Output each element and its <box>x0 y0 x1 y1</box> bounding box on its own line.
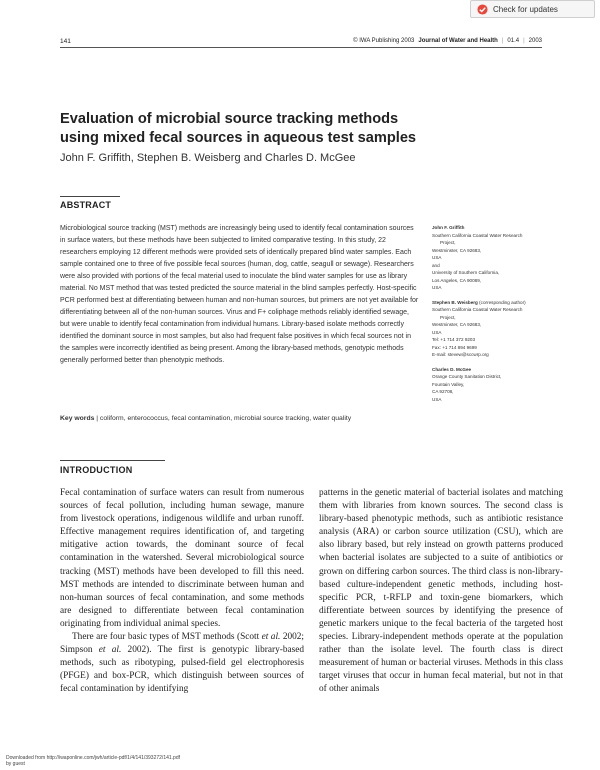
author-1-name: John F. Griffith <box>432 225 465 230</box>
author-2-fax: Fax: +1 714 894 9699 <box>432 344 477 350</box>
header-rule <box>60 47 542 48</box>
keywords-label: Key words <box>60 415 95 422</box>
article-title: Evaluation of microbial source tracking methods using mixed fecal sources in aqueous test samples <box>60 111 417 146</box>
running-header: © IWA Publishing 2003 Journal of Water and Health | 01.4 | 2003 <box>353 38 542 44</box>
author-2-email[interactable]: E-mail: stevew@sccwrp.org <box>432 352 489 357</box>
abstract-text: Microbiological source tracking (MST) methods are increasingly being used to identify fecal contamination sources in surface waters, but these methods have been subjected to limited comparative testing. In this study, 22 researchers employing 12 different methods were provided sets of identically prepared blind water samples. Each sample contained one to three of five possible fecal sources (human, dog, cattle, seagull or sewage). Researchers were also provided with portions of the fecal material used to inoculate the blind water samples for use as library material. No MST method that was tested predicted the source material in the blind samples perfectly. Host-specific PCR performed best at differentiating between human and non-human sources, but primers are not yet available for differentiating between all of the non-human sources. Virus and F+ coliphage methods reliably identified sewage, but were unable to identify fecal contamination from individual humans. Library-based isolate methods correctly identified the dominant source in most samples, but also had frequent false positives in which fecal sources not in the samples were incorrectly identified as being present. Among the library-based methods, genotypic methods generally performed better than phenotypic methods. <box>60 225 419 364</box>
keywords-separator: | <box>96 415 99 422</box>
intro-paragraph-3: patterns in the genetic material of bacterial isolates and matching them with libraries from known sources. The second class is library-based phenotypic methods, such as antibiotic resistance analysis (ARA) or carbon source utilization (CSU), which are also library based, but rely instead on growth patterns produced when bacterial isolates are subjected to a suite of antibiotics or grown on differing carbon sources. The third class is non-library-based culture-independent genetic methods, including host-specific PCR, t-RFLP and toxin-gene biomarkers, which differentiate between sources by identifying the presence of genetic markers unique to the fecal bacteria of the targeted host species. Library-independent methods operate at the population rather than the isolate level. The fourth class is direct measurement of human or bacterial viruses. Methods in this class target viruses that occur in human fecal material, but not in that of other animals <box>319 488 563 695</box>
intro-paragraph-1: Fecal contamination of surface waters can result from numerous sources of fecal pollution, including human sewage, manure from livestock operations, indigenous wildlife and urban runoff. Effective management requires identification of, and targeting mitigative action towards, the dominant source of fecal contamination in the watershed. Several microbiological source tracking (MST) methods have been developed to fill this need. MST methods are intended to discriminate between human and non-human sources of fecal contamination, and some methods are designed to differentiate between fecal contamination originating from individual animal species. <box>60 488 304 629</box>
abstract-heading: ABSTRACT <box>60 200 112 210</box>
journal-name: Journal of Water and Health <box>418 38 498 44</box>
introduction-heading: INTRODUCTION <box>60 465 133 475</box>
abstract-rule <box>60 196 120 197</box>
download-source-link[interactable]: Downloaded from http://iwaponline.com/jwh/article-pdf/1/4/141/393272/141.pdf <box>6 755 180 761</box>
check-for-updates-icon <box>477 4 488 15</box>
check-for-updates-label: Check for updates <box>493 4 558 14</box>
download-user: by guest <box>6 761 25 767</box>
author-3-name: Charles D. McGee <box>432 366 472 372</box>
introduction-column-left <box>60 487 304 697</box>
keywords-line <box>60 415 430 422</box>
intro-paragraph-2: There are four basic types of MST methods (Scott et al. 2002; Simpson et al. 2002). The first is genotypic library-based methods, such as ribotyping, pulsed-field gel electrophoresis (PFGE) and box-PCR, which distinguish between sources of fecal contamination by identifying <box>60 632 304 695</box>
article-authors: John F. Griffith, Stephen B. Weisberg and Charles D. McGee <box>60 152 356 164</box>
publication-year: 2003 <box>528 38 542 44</box>
page-number: 141 <box>60 38 71 45</box>
author-2-tel: Tel: +1 714 372 9203 <box>432 337 476 342</box>
check-for-updates-button[interactable] <box>470 0 595 18</box>
affiliations: John F. Griffith Southern California Coastal Water Research Project, Westminster, CA 92683, USA and University of Southern California, Los Angeles, CA 90089, USA Stephen B. Weisberg (corresponding author) Southern California Coastal Water Research Project, Westminster, CA 92683, USA Tel: +1 714 372 9203 Fax: +1 714 894 9699 E-mail: stevew@sccwrp.org Charles D. McGee Orange County Sanitation District, Fountain Valley, CA 92708, USA <box>432 224 582 403</box>
publisher-text: © IWA Publishing 2003 <box>353 38 415 44</box>
keywords-list: coliform, enterococcus, fecal contamination, microbial source tracking, water quality <box>99 415 352 422</box>
author-2-name: Stephen B. Weisberg <box>432 299 478 305</box>
introduction-column-right <box>319 487 563 697</box>
volume-issue: 01.4 <box>507 38 520 44</box>
download-footer <box>6 755 266 767</box>
introduction-rule <box>60 460 165 461</box>
